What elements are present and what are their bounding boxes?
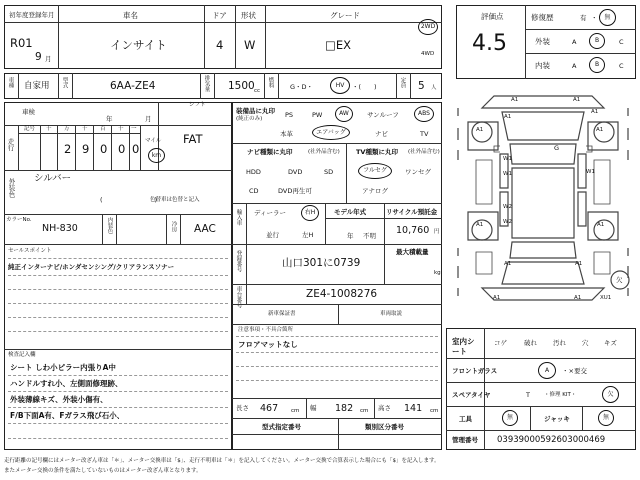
rating-score: 4.5	[472, 31, 507, 56]
interior-grade-c: C	[619, 62, 624, 70]
displacement-value: 1500	[228, 80, 255, 92]
tools-value-circle	[502, 410, 518, 426]
sheet-tear: 破れ	[524, 339, 537, 347]
navi-sd: SD	[324, 168, 334, 176]
mileage-unit-6: 一	[131, 126, 137, 132]
jack-value: 無	[602, 414, 609, 421]
repair-no: 無	[604, 13, 611, 21]
diagram-mark-2: A1	[476, 127, 484, 133]
equip-navi: ナビ	[375, 130, 388, 138]
door-label: ドア	[212, 11, 227, 20]
repair-no-circle	[599, 9, 616, 26]
auction-sheet: 初年度登録年月 R01 9 月 車名 インサイト ドア 4 形状 W グレード □EX 2WD 4WD 評価点 4.5 修復歴 有 ・ 無 外装 A B C 内装 A B C 車種 自家用 型式 6AA-ZE4 排気量 1500 cc 燃料 G・D・ HV ・( ) 定員 5 人 車検 年 月 シフト FAT 走行 記号 十 万 千 百 十 一 2 9 0 0 0 マイル km 外装色 シルバー ( ) 色替車は色替と記入 カラーNo. NH-830 内装色 冷房 AAC セールスポイント 純正インターナビ/ホンダセンシング/クリアランスソナー 検査記入欄 シート しわ小ピラー内張りA中 ハンドルすれ小、左側面修理跡、 外装薄線キズ、外装小傷有、 F/B下面A有、Fガラス飛び石小、 装備品に丸印 (純正のみ) PS PW AW サンルーフ ABS 本革 エアバッグ ナビ TV ナビ種類に丸印 (社外品含む) HDD DVD SD CD DVD再生可 TV種類に丸印 (社外品含む) フルセグ ワンセグ アナログ 輸入車 ディーラー 右H 並行 左H モデル年式 年 不明 リサイクル預託金 10,760 円 登録番号 山口301に0739 最大積載量 kg 車台番号 ZE4-1008276 新車保証書 車両取説 注意事項・不具合箇所 フロアマットなし 長さ 467 cm 幅 182 cm 高さ 141 cm 型式指定番号 類別区分番号 A1 A1 A1 A1 A1 A1 W1 W1 W1 W2 W2 A1 A1 A1 A1 A1 A1 XU1 G 欠 室内シート コゲ 破れ 汚れ 穴 キズ フロントガラス A ・×要交 スペアタイヤ T ・修理 KIT・ 欠 工具 無 ジャッキ 無 管理番号 03939000592603000469 走行距離の記号欄にはメーター改ざん車は「＊」、メーター交換車は「$」、走行不明車は「＊」を記入してください。メーター交換で合算表示した場合にも「$」を記入します。 またメーター交換の条件を満たしていないものはメーター改ざん車となります。	[0, 0, 640, 480]
interior-grade-b: B	[594, 61, 600, 68]
sheet-burn: コゲ	[494, 339, 507, 347]
drive-2wd: 2WD	[420, 23, 436, 30]
type-number-label: 型式指定番号	[262, 423, 301, 431]
chassis-value: ZE4-1008276	[306, 288, 378, 300]
length-unit: cm	[291, 408, 300, 414]
notes-text: フロアマットなし	[238, 340, 298, 349]
equip-airbag-circle	[312, 125, 350, 140]
first-reg-label: 初年度登録年月	[9, 11, 55, 19]
inspector-line-1: ハンドルすれ小、左側面修理跡、	[10, 379, 123, 388]
shift-label: シフト	[189, 102, 206, 108]
repair-label: 修復歴	[531, 13, 554, 22]
diagram-mark-10: W2	[503, 219, 512, 225]
load-label: 最大積載量	[396, 248, 429, 256]
import-right: 右H	[304, 209, 316, 216]
sales-point-label: セールスポイント	[8, 248, 52, 254]
mileage-digit-1: 9	[82, 142, 90, 156]
diagram-mark-13: A1	[504, 261, 512, 267]
inspection-month-label: 月	[145, 115, 152, 123]
notes-label: 注意事項・不具合箇所	[238, 327, 294, 333]
equip-leather: 本革	[280, 130, 293, 138]
mileage-unit-0: 記号	[24, 126, 36, 132]
import-right-circle	[301, 205, 319, 221]
inspector-line-3: F/B下面A有、Fガラス飛び石小、	[10, 411, 125, 420]
sheet-stain: 汚れ	[553, 339, 566, 347]
drive-2wd-circle	[418, 19, 438, 35]
tv-label: TV種類に丸印	[356, 148, 398, 156]
interior-grade-a: A	[572, 62, 577, 70]
width-value: 182	[335, 403, 354, 414]
equip-aw: AW	[339, 110, 349, 117]
import-other: 並行	[266, 231, 279, 239]
mileage-mile: マイル	[145, 138, 162, 144]
diagram-mark-15: A1	[493, 295, 501, 301]
equipment-sublabel: (純正のみ)	[236, 116, 263, 122]
fuel-paren: ・( )	[352, 83, 377, 91]
interior-color-label: 内装色	[106, 217, 113, 234]
exterior-grade-c: C	[619, 38, 624, 46]
first-reg-era: R01	[10, 36, 33, 50]
mileage-digit-4: 0	[132, 142, 140, 156]
exterior-grade-b: B	[594, 37, 600, 44]
tools-value: 無	[506, 414, 513, 421]
front-glass-label: フロントガラス	[452, 367, 498, 375]
exterior-note: 色替車は色替と記入	[150, 197, 200, 203]
exterior-label: 外装色	[7, 178, 16, 198]
navi-hdd: HDD	[246, 168, 261, 176]
mileage-km-circle	[148, 148, 165, 163]
equip-tv: TV	[420, 130, 429, 138]
equip-ps: PS	[285, 111, 294, 119]
displacement-unit: cc	[254, 88, 261, 94]
import-label: 輸入車	[235, 209, 242, 226]
color-code-value: NH-830	[42, 223, 78, 234]
equip-airbag: エアバッグ	[316, 128, 346, 136]
sheet-scratch: キズ	[604, 339, 617, 347]
plate-value: 山口301に0739	[282, 257, 361, 269]
fuel-label: 燃料	[267, 77, 274, 88]
model-year-label: モデル年式	[334, 208, 367, 216]
shape-label: 形状	[241, 11, 256, 20]
recycle-label: リサイクル預託金	[386, 208, 438, 216]
footer-line-1: 走行距離の記号欄にはメーター改ざん車は「＊」、メーター交換車は「$」、走行不明車は「＊」を記入してください。メーター交換で合算表示した場合にも「$」を記入します。	[4, 458, 440, 464]
spare-t: T	[526, 391, 530, 399]
equip-abs-circle	[414, 106, 434, 122]
jack-label: ジャッキ	[544, 415, 570, 423]
footer-line-2: またメーター交換の条件を満たしていないものはメーター改ざん車となります。	[4, 468, 202, 474]
front-glass-a: A	[544, 366, 550, 374]
diagram-mark-9: W2	[503, 204, 512, 210]
shape-value: W	[244, 38, 256, 52]
equip-abs: ABS	[418, 110, 430, 117]
import-left: 左H	[302, 231, 314, 239]
class-number-label: 類別区分番号	[365, 423, 404, 431]
fuel-hv-circle	[330, 77, 350, 94]
diagram-mark-12: A1	[597, 222, 605, 228]
tv-oneseg: ワンセグ	[405, 168, 431, 176]
name-value: インサイト	[110, 38, 167, 52]
capacity-unit: 人	[431, 85, 437, 91]
import-dealer: ディーラー	[254, 209, 286, 217]
height-label: 高さ	[378, 404, 391, 412]
height-unit: cm	[430, 408, 439, 414]
length-value: 467	[260, 403, 279, 414]
name-label: 車名	[123, 11, 138, 20]
length-label: 長さ	[236, 404, 249, 412]
load-unit: kg	[434, 270, 441, 276]
diagram-roof-mark: G	[554, 144, 560, 152]
use-label: 車種	[7, 77, 14, 88]
diagram-mark-3: A1	[596, 127, 604, 133]
mileage-digit-3: 0	[118, 142, 126, 156]
fuel-options: G・D・	[290, 83, 314, 91]
tv-fullseg-circle	[358, 163, 392, 179]
car-diagram	[448, 88, 638, 322]
mileage-label: 走行	[6, 138, 15, 151]
repair-yes: 有	[580, 14, 587, 22]
tv-analog: アナログ	[362, 187, 388, 195]
shift-value: FAT	[183, 132, 203, 146]
rating-label: 評価点	[481, 12, 504, 21]
tv-fullseg: フルセグ	[363, 167, 387, 174]
displacement-label: 排気量	[203, 75, 210, 92]
tv-sub: (社外品含む)	[408, 149, 440, 155]
diagram-bottom-mark: 欠	[616, 276, 623, 284]
ac-value: AAC	[194, 223, 216, 235]
chassis-label: 車台番号	[235, 286, 242, 308]
spare-none: 欠	[607, 390, 614, 398]
inspection-label: 車検	[22, 108, 35, 116]
navi-label: ナビ種類に丸印	[247, 148, 293, 156]
plate-label: 登録番号	[235, 250, 242, 272]
navi-cd: CD	[249, 187, 259, 195]
diagram-mark-5: A1	[591, 109, 599, 115]
mileage-unit-3: 千	[82, 126, 88, 132]
fuel-hv: HV	[335, 81, 345, 89]
diagram-mark-16: A1	[574, 295, 582, 301]
capacity-value: 5	[418, 80, 425, 92]
inspector-label: 検査記入欄	[8, 352, 36, 358]
ac-label: 冷房	[170, 221, 177, 232]
navi-dvd-play: DVD再生可	[278, 187, 312, 195]
inspector-line-2: 外装薄線キズ、外装小傷有、	[10, 395, 108, 404]
model-label: 型式	[61, 77, 68, 88]
diagram-mark-4: A1	[504, 114, 512, 120]
exterior-color-value: シルバー	[34, 173, 72, 184]
spare-kit: ・修理 KIT・	[544, 392, 577, 398]
equip-sunroof: サンルーフ	[367, 111, 399, 119]
diagram-mark-1: A1	[573, 97, 581, 103]
first-reg-month: 9	[35, 51, 42, 63]
exterior-grade-label: 外装	[535, 37, 550, 46]
recycle-unit: 円	[434, 229, 440, 235]
color-code-label: カラーNo.	[6, 217, 32, 223]
diagram-mark-14: A1	[575, 261, 583, 267]
control-value: 03939000592603000469	[497, 435, 606, 445]
mileage-digit-0: 2	[64, 142, 72, 156]
mileage-km: km	[151, 151, 162, 159]
mileage-digit-2: 0	[100, 142, 108, 156]
equipment-label: 装備品に丸印	[236, 107, 275, 115]
width-label: 幅	[310, 404, 317, 412]
door-value: 4	[216, 38, 224, 52]
exterior-grade-a: A	[572, 38, 577, 46]
front-glass-x: ・×要交	[562, 367, 587, 375]
grade-label: グレード	[330, 11, 360, 20]
equip-aw-circle	[335, 106, 353, 122]
width-unit: cm	[360, 408, 369, 414]
spare-none-circle	[602, 386, 619, 403]
interior-grade-b-circle	[589, 57, 605, 73]
capacity-label: 定員	[399, 77, 406, 88]
inspector-line-0: シート しわ小ピラー内張りA中	[10, 363, 116, 372]
jack-value-circle	[598, 410, 614, 426]
diagram-mark-0: A1	[511, 97, 519, 103]
exterior-paren: ( )	[100, 196, 158, 204]
recycle-value: 10,760	[396, 225, 430, 236]
interior-sheet-label: 室内シート	[452, 337, 475, 356]
sales-point-text: 純正インターナビ/ホンダセンシング/クリアランスソナー	[8, 263, 175, 271]
spare-label: スペアタイヤ	[452, 391, 491, 399]
use-value: 自家用	[24, 81, 50, 91]
equip-pw: PW	[312, 111, 323, 119]
mileage-unit-4: 百	[100, 126, 106, 132]
diagram-mark-6: W1	[503, 156, 512, 162]
diagram-mark-11: A1	[476, 222, 484, 228]
model-value: 6AA-ZE4	[110, 80, 156, 92]
exterior-grade-b-circle	[589, 33, 605, 49]
control-label: 管理番号	[452, 436, 478, 444]
tools-label: 工具	[459, 415, 472, 423]
front-glass-a-circle	[538, 362, 556, 379]
height-value: 141	[404, 403, 423, 414]
warranty-label: 新車保証書	[268, 311, 296, 317]
mileage-unit-2: 万	[64, 126, 70, 132]
mileage-unit-1: 十	[46, 126, 52, 132]
grade-value: □EX	[325, 38, 352, 52]
manual-label: 車両取説	[380, 311, 403, 317]
mileage-unit-5: 十	[118, 126, 124, 132]
drive-4wd: 4WD	[421, 51, 435, 57]
sheet-hole: 穴	[582, 339, 589, 347]
model-year-year: 年	[347, 232, 354, 240]
diagram-mark-7: W1	[503, 171, 512, 177]
inspection-year-label: 年	[106, 115, 113, 123]
diagram-mark-17: XU1	[600, 295, 612, 301]
diagram-mark-8: W1	[586, 169, 595, 175]
navi-sub: (社外品含む)	[308, 149, 340, 155]
model-year-unknown: 不明	[363, 232, 376, 240]
interior-grade-label: 内装	[535, 61, 550, 70]
navi-dvd: DVD	[288, 168, 303, 176]
first-reg-month-suffix: 月	[45, 55, 52, 63]
